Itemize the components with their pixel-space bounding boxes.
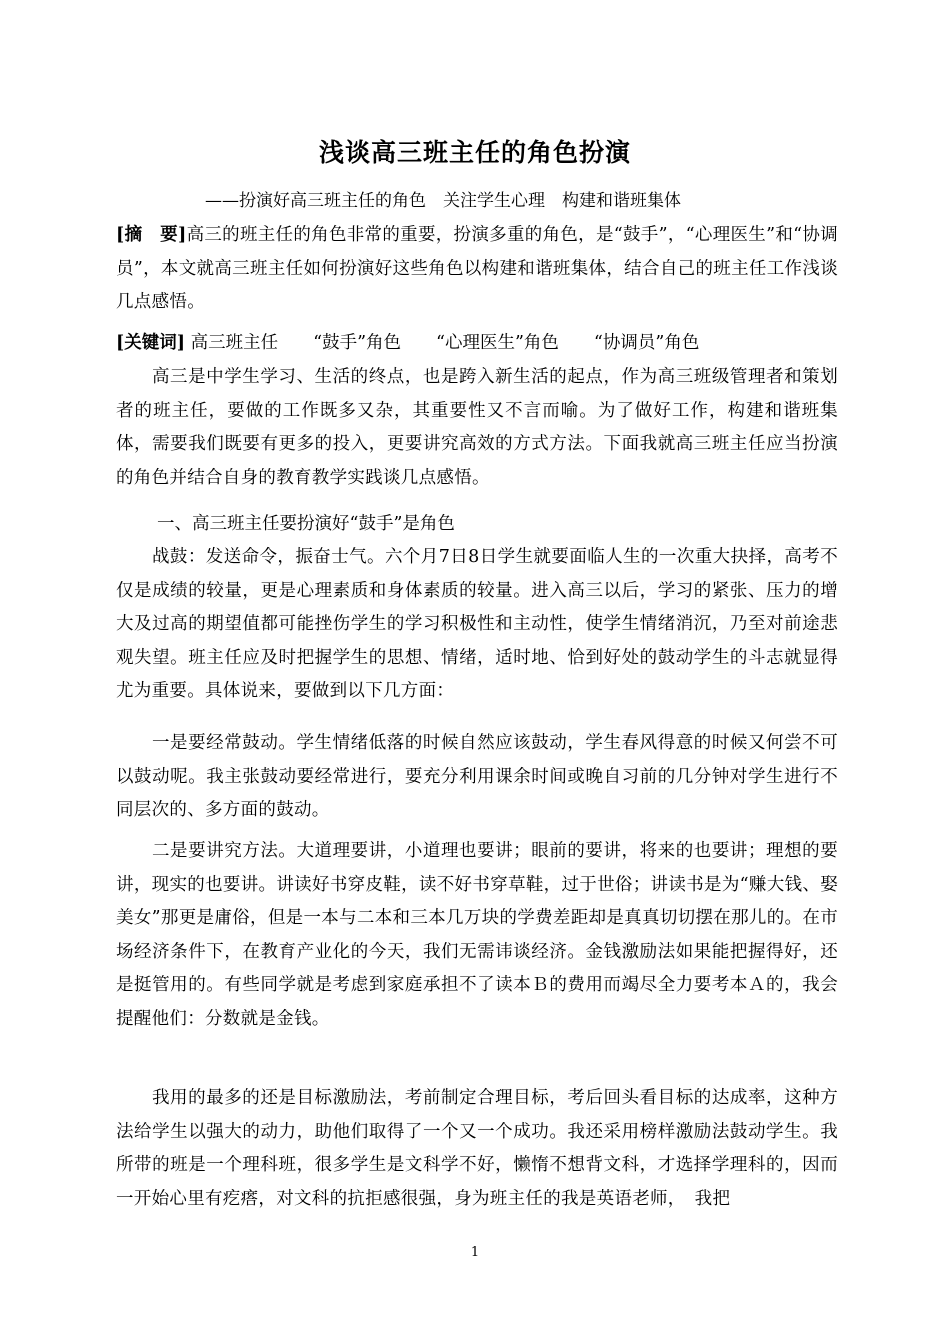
section-1-paragraph-1: 战鼓：发送命令，振奋士气。六个月7日8日学生就要面临人生的一次重大抉择，高考不仅是成绩的较量，更是心理素质和身体素质的较量。进入高三以后，学习的紧张、压力的增大及过高的期望值都可能挫伤学生的学习积极性和主动性，使学生情绪消沉，乃至对前途悲观失望。班主任应及时把握学生的思想、情绪，适时地、恰到好处的鼓动学生的斗志就显得尤为重要。具体说来，要做到以下几方面：	[116, 547, 838, 701]
keywords-items: 高三班主任 “鼓手”角色 “心理医生”角色 “协调员”角色	[190, 333, 700, 353]
section-1-paragraph-3: 二是要讲究方法。大道理要讲，小道理也要讲；眼前的要讲，将来的也要讲；理想的要讲，现实的也要讲。讲读好书穿皮鞋，读不好书穿草鞋，过于世俗；讲读书是为“赚大钱、娶美女”那更是庸俗，但是一本与二本和三本几万块的学费差距却是真真切切摆在那儿的。在市场经济条件下，在教育产业化的今天，我们无需讳谈经济。金钱激励法如果能把握得好，还是挺管用的。有些同学就是考虑到家庭承担不了读本Ｂ的费用而竭尽全力要考本Ａ的，我会提醒他们：分数就是金钱。	[116, 841, 838, 1029]
keywords-label: [关键词]	[116, 333, 186, 353]
page-number: 1	[470, 1245, 480, 1260]
section-1-paragraph-4: 我用的最多的还是目标激励法，考前制定合理目标，考后回头看目标的达成率，这种方法给学生以强大的动力，助他们取得了一个又一个成功。我还采用榜样激励法鼓动学生。我所带的班是一个理科班，很多学生是文科学不好，懒惰不想背文科，才选择学理科的，因而一开始心里有疙瘩，对文科的抗拒感很强，身为班主任的我是英语老师， 我把	[116, 1088, 838, 1209]
intro-paragraph: 高三是中学生学习、生活的终点，也是跨入新生活的起点，作为高三班级管理者和策划者的班主任，要做的工作既多又杂，其重要性又不言而喻。为了做好工作，构建和谐班集体，需要我们既要有更多的投入，更要讲究高效的方式方法。下面我就高三班主任应当扮演的角色并结合自身的教育教学实践谈几点感悟。	[116, 367, 838, 488]
keywords	[116, 327, 699, 361]
abstract-label: [摘 要]	[116, 225, 187, 245]
abstract-text: 高三的班主任的角色非常的重要，扮演多重的角色，是“鼓手”，“心理医生”和“协调员”，本文就高三班主任如何扮演好这些角色以构建和谐班集体，结合自己的班主任工作浅谈几点感悟。	[116, 225, 838, 312]
document-subtitle: ——扮演好高三班主任的角色 关注学生心理 构建和谐班集体	[205, 191, 681, 211]
document-title: 浅谈高三班主任的角色扮演	[318, 138, 631, 167]
section-1-paragraph-2: 一是要经常鼓动。学生情绪低落的时候自然应该鼓动，学生春风得意的时候又何尝不可以鼓动呢。我主张鼓动要经常进行，要充分利用课余时间或晚自习前的几分钟对学生进行不同层次的、多方面的鼓动。	[116, 733, 838, 820]
section-1-heading: 一、高三班主任要扮演好“鼓手”是角色	[157, 514, 455, 534]
abstract	[116, 219, 838, 320]
